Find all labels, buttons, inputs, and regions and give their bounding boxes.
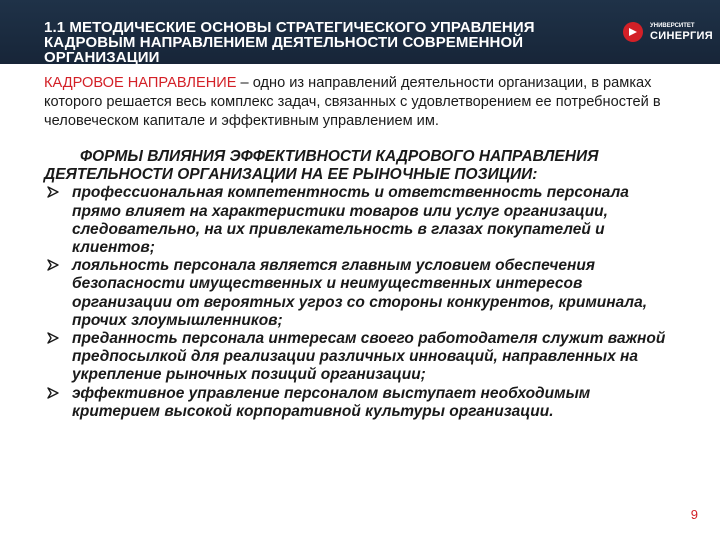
arrow-bullet-icon <box>47 332 59 344</box>
logo-line-synergy: СИНЕРГИЯ <box>650 29 713 42</box>
logo-line-university: УНИВЕРСИТЕТ <box>650 22 695 29</box>
list-item <box>44 330 680 385</box>
list-item-text: эффективное управление персоналом выступает необходимым критерием высокой корпоративной культуры организации. <box>72 384 591 420</box>
list-item <box>44 257 680 330</box>
arrow-bullet-icon <box>47 387 59 399</box>
list-item-text: лояльность персонала является главным условием обеспечения безопасности имущественных и неимущественных интересов организации от вероятных угроз со стороны конкурентов, криминала, прочих злоумышленников; <box>72 257 647 329</box>
forms-heading: ФОРМЫ ВЛИЯНИЯ ЭФФЕКТИВНОСТИ КАДРОВОГО НАПРАВЛЕНИЯ ДЕЯТЕЛЬНОСТИ ОРГАНИЗАЦИИ НА ЕЕ РЫНОЧНЫЕ ПОЗИЦИИ: <box>44 148 599 184</box>
list-item <box>44 184 680 257</box>
list-item <box>44 385 680 421</box>
slide-header <box>0 0 720 64</box>
synergy-logo-icon <box>622 21 644 43</box>
forms-section <box>44 148 680 421</box>
synergy-logo <box>622 12 713 52</box>
arrow-bullet-icon <box>47 186 59 198</box>
definition-paragraph <box>44 74 680 131</box>
forms-list <box>44 184 680 421</box>
arrow-bullet-icon <box>47 259 59 271</box>
logo-text <box>650 23 713 42</box>
page-number: 9 <box>690 507 698 522</box>
slide-content <box>44 74 680 421</box>
list-item-text: профессиональная компетентность и ответственность персонала прямо влияет на характеристики товаров или услуг организации, следовательно, на их привлекательность в глазах покупателей и клиентов; <box>72 184 629 257</box>
definition-term: КАДРОВОЕ НАПРАВЛЕНИЕ <box>44 75 237 91</box>
list-item-text: преданность персонала интересам своего работодателя служит важной предпосылкой для реализации различных инноваций, направленных на укрепление рыночных позиций организации; <box>72 330 666 384</box>
slide-title: 1.1 МЕТОДИЧЕСКИЕ ОСНОВЫ СТРАТЕГИЧЕСКОГО УПРАВЛЕНИЯ КАДРОВЫМ НАПРАВЛЕНИЕМ ДЕЯТЕЛЬНОСТИ СОВРЕМЕННОЙ ОРГАНИЗАЦИИ <box>44 19 535 64</box>
definition-text: – одно из направлений деятельности организации, в рамках которого решается весь комплекс задач, связанных с удовлетворением ее потребностей в человеческом капитале и эффективным управлением им. <box>44 75 661 129</box>
